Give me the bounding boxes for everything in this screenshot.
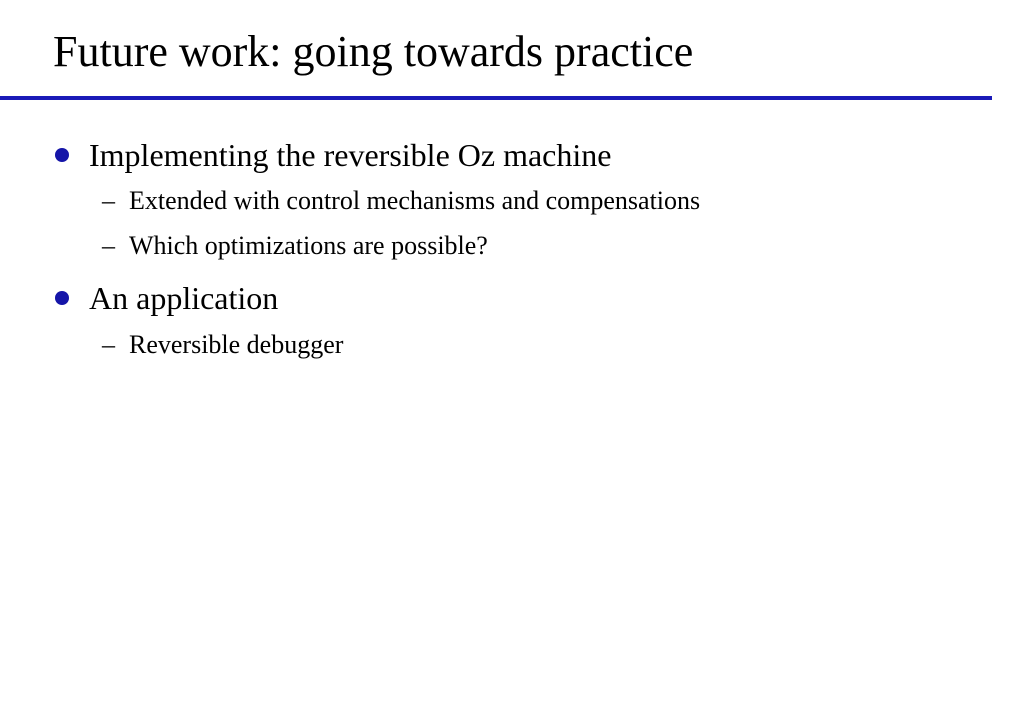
bullet-item-2-text: An application <box>89 280 279 316</box>
dash-icon: – <box>102 330 115 359</box>
subitem-1-1-text: Extended with control mechanisms and compensations <box>129 186 701 215</box>
title-divider <box>0 96 992 100</box>
subitem-2-1-text: Reversible debugger <box>129 330 344 359</box>
dash-icon: – <box>102 186 115 215</box>
bullet-dot-icon <box>55 291 69 305</box>
subitem-1-2-text: Which optimizations are possible? <box>129 231 488 260</box>
dash-icon: – <box>102 231 115 260</box>
bullet-item-1-text: Implementing the reversible Oz machine <box>89 137 612 173</box>
bullet-dot-icon <box>55 148 69 162</box>
slide-title: Future work: going towards practice <box>53 27 694 76</box>
